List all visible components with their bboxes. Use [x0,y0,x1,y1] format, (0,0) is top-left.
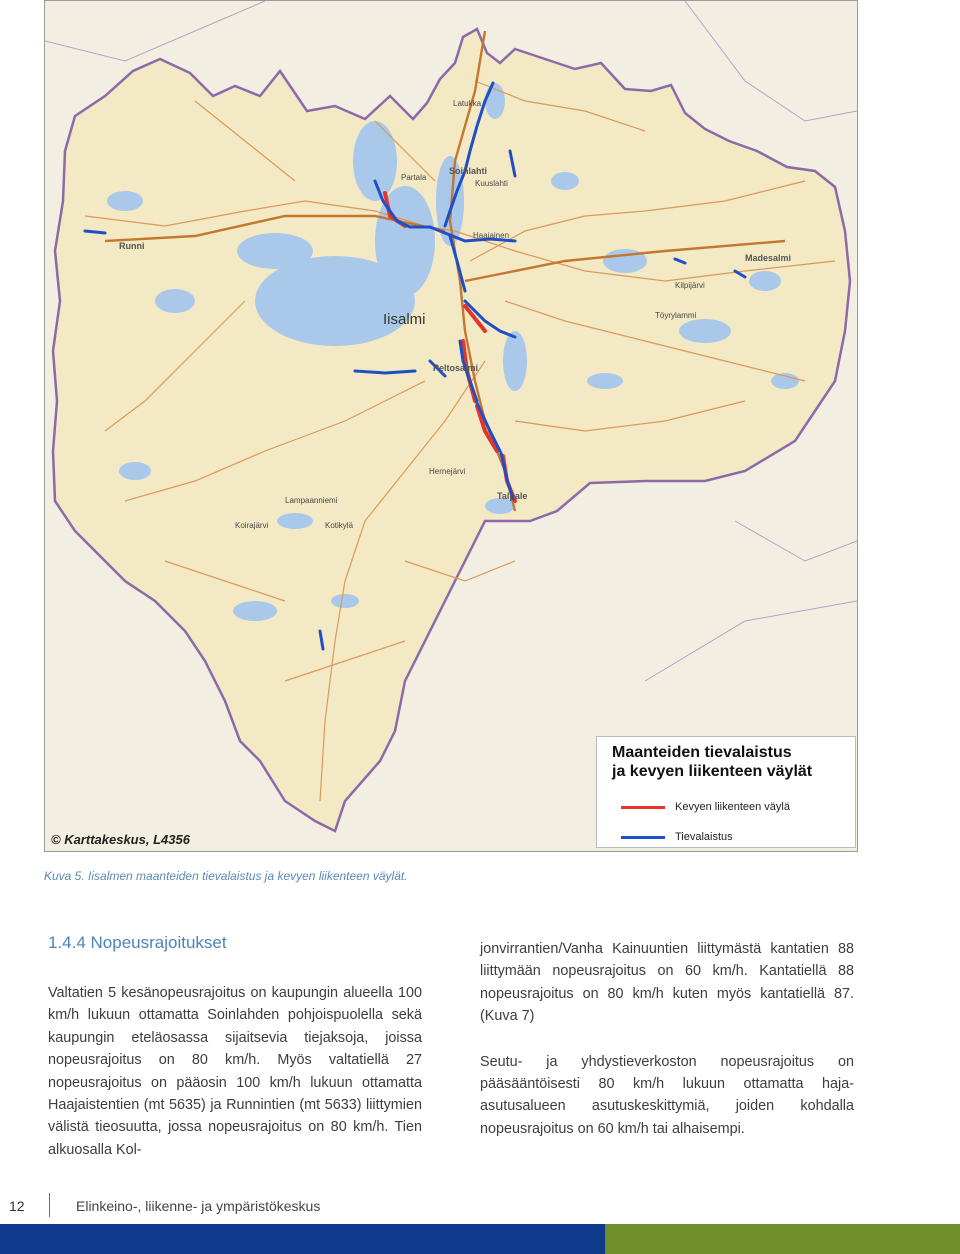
legend-title [612,743,852,781]
paragraph: Valtatien 5 kesänopeusrajoitus on kaupungin alueella 100 km/h lukuun ottamatta Soinlahden pohjoispuolella sekä kaupungin eteläosassa sijaitsevia tiejaksoja, joissa nopeusrajoitus on 80 km/h. Myös valtatiellä 27 nopeusrajoitus on pääosin 100 km/h lukuun ottamatta Haajaistentien (mt 5635) ja Runnintien (mt 5633) liittymien välistä tieosuutta, jossa nopeusrajoitus on 80 km/h. Tien alkuosalla Kol- [48,985,422,1158]
footer-bar-blue [0,1224,605,1254]
map-figure [44,0,858,852]
footer-organization: Elinkeino-, liikenne- ja ympäristökeskus [76,1198,321,1214]
legend-label: Kevyen liikenteen väylä [675,801,790,813]
place-label-madesalmi: Madesalmi [745,253,792,263]
place-label-iisalmi: Iisalmi [383,311,426,328]
place-label-koirajarvi: Koirajärvi [235,521,269,530]
text-column-left [48,982,422,1161]
legend-swatch-red-line [621,806,665,809]
section-heading: 1.4.4 Nopeusrajoitukset [48,933,227,952]
region-iisalmi [53,29,850,831]
figure-caption: Kuva 5. Iisalmen maanteiden tievalaistus ja kevyen liikenteen väylät. [44,869,408,883]
place-label-kilpijarvi: Kilpijärvi [675,281,705,290]
map-canvas [45,1,857,851]
page-number: 12 [9,1198,25,1214]
place-label-haajainen: Haajainen [473,231,510,240]
legend-title-line-1: Maanteiden tievalaistus [612,744,792,761]
municipality-boundary [735,521,857,561]
place-label-lampaanniemi: Lampaanniemi [285,496,338,505]
paragraph: jonvirrantien/Vanha Kainuuntien liittymästä kantatien 88 liittymään nopeusrajoitus on 60 km/h. Kantatiellä 88 nopeusrajoitus on 80 km/h kuten myös kantatiellä 87. (Kuva 7) [480,941,854,1025]
legend-item-kevyen-liikenteen-vayla [621,799,790,815]
footer-divider [49,1193,50,1217]
paragraph: Seutu- ja yhdystieverkoston nopeusrajoitus on pääsääntöisesti 80 km/h lukuun ottamatta haja-asutusalueen asutuskeskittymiä, joiden kohdalla nopeusrajoitus on 60 km/h tai alhaisempi. [480,1053,854,1137]
place-label-partala: Partala [401,173,427,182]
page-footer [0,1193,960,1217]
legend-swatch-blue-line [621,836,665,839]
place-label-talpale: Talpale [497,491,528,501]
place-label-soinlahti: Soinlahti [449,166,487,176]
municipality-boundary [45,1,265,61]
place-label-kuuslahti: Kuuslahti [475,179,508,188]
footer-bar-green [605,1224,960,1254]
place-label-hernejarvi: Hernejärvi [429,467,466,476]
place-label-latukka: Latukka [453,99,482,108]
map-copyright: © Karttakeskus, L4356 [51,832,190,847]
text-column-right [480,938,854,1140]
place-label-runni: Runni [119,241,145,251]
map-legend [596,736,856,848]
place-label-kotikyla: Kotikylä [325,521,354,530]
place-label-toyrylammi: Töyrylammi [655,311,697,320]
legend-title-line-2: ja kevyen liikenteen väylät [612,763,813,780]
legend-item-tievalaistus [621,829,733,845]
footer-color-bar [0,1224,960,1254]
municipality-boundary [645,601,857,681]
legend-label: Tievalaistus [675,831,733,843]
municipality-boundary [685,1,857,121]
place-label-peltosalmi: Peltosalmi [433,363,479,373]
